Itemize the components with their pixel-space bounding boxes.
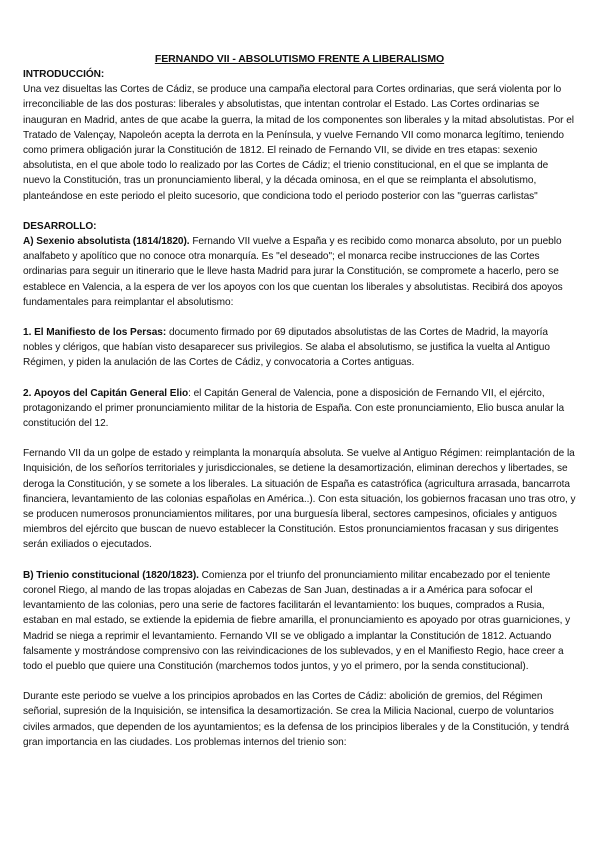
point-2-text: : el Capitán General de Valencia, pone a disposición de Fernando VII, el ejército, protagonizando el primer pronunciamiento militar de la historia de España. Con este pronunciamiento, Elio busca anular la constitución del 12. bbox=[23, 387, 565, 430]
section-a-lead: A) Sexenio absolutista (1814/1820). bbox=[23, 236, 190, 248]
final-paragraph: Durante este periodo se vuelve a los principios aprobados en las Cortes de Cádiz: abolición de gremios, del Régimen señorial, supresión de la Inquisición, se intensifica la desamortización. Se crea la Milicia Nacional, cuerpo de voluntarios civiles armados, que dependen de los ayuntamientos; es la defensa de los principios liberales y de la Constitución, y tendrá gran importancia en las ciudades. Los problemas internos del trienio son: bbox=[23, 691, 569, 748]
point-2-lead: 2. Apoyos del Capitán General Elio bbox=[23, 387, 189, 399]
intro-heading: INTRODUCCIÓN: bbox=[23, 69, 105, 80]
section-b-paragraph bbox=[23, 568, 576, 674]
point-1-text: documento firmado por 69 diputados absolutistas de las Cortes de Madrid, la mayoría nobles y clérigos, que habían visto desaparecer sus privilegios. Se alaba el absolutismo, se justifica la vuelta al Antiguo Régimen, y piden la anulación de las Cortes de Cádiz, y convocatoria a Cortes antiguas. bbox=[23, 327, 550, 369]
coup-paragraph: Fernando VII da un golpe de estado y reimplanta la monarquía absoluta. Se vuelve al Antiguo Régimen: reimplantación de la Inquisición, de los señoríos territoriales y jurisdiccionales, se detiene la desamortización, eliminan derechos y libertades, se deroga la Constitución, y se somete a los liberales. La situación de España es catastrófica (agricultura arrasada, bancarrota financiera, levantamiento de las colonias españolas en América..). Con esta situación, los gobiernos fracasan uno tras otro, y se producen numerosos pronunciamientos militares, por una burguesía liberal, sectores campesinos, oficiales y antiguos miembros del ejército que buscan de nuevo establecer la Constitución. Estos pronunciamientos fracasan y sus dirigentes serán exiliados o ejecutados. bbox=[23, 448, 576, 551]
section-a-text: Fernando VII vuelve a España y es recibido como monarca absoluto, por un pueblo analfabeto y apolítico que no conoce otra monarquía. Es "el deseado"; el monarca recibe instrucciones de las Cortes ordinarias para seguir un itinerario que le lleve hasta Madrid para jurar la Constitución, se compromete a hacerlo, pero se establece en Valencia, a la espera de ver los apoyos con los que cuentan los liberales y absolutistas. Recibirá dos apoyos fundamentales para reimplantar el absolutismo: bbox=[23, 236, 563, 308]
point-1-paragraph bbox=[23, 325, 576, 371]
point-1-lead: 1. El Manifiesto de los Persas: bbox=[23, 327, 167, 339]
section-b-lead: B) Trienio constitucional (1820/1823). bbox=[23, 569, 199, 581]
document-title: FERNANDO VII - ABSOLUTISMO FRENTE A LIBERALISMO bbox=[154, 53, 445, 65]
section-a-paragraph bbox=[23, 234, 576, 310]
point-2-paragraph bbox=[23, 386, 576, 432]
document-page bbox=[23, 52, 576, 750]
intro-paragraph: Una vez disueltas las Cortes de Cádiz, se produce una campaña electoral para Cortes ordinarias, que será violenta por lo irreconciliable de las dos posturas: liberales y absolutistas, que intentan controlar el Estado. Las Cortes ordinarias se inauguran en Madrid, antes de que acabe la guerra, la mitad de los componentes son liberales y la mitad absolutistas. Por el Tratado de Valençay, Napoleón acepta la derrota en la Península, y vuelve Fernando VII como monarca legítimo, teniendo como primera obligación jurar la Constitución de 1812. El reinado de Fernando VII, se divide en tres etapas: sexenio absolutista, en el que abole todo lo realizado por las Cortes de Cádiz; el trienio constitucional, en el que se implanta de nuevo la Constitución, tras un pronunciamiento liberal, y la década ominosa, en el que se reimplanta el absolutismo, planteándose en este periodo el pleito sucesorio, que condiciona todo el periodo posterior con las "guerras carlistas" bbox=[23, 84, 574, 202]
development-heading: DESARROLLO: bbox=[23, 220, 97, 232]
section-b-text: Comienza por el triunfo del pronunciamiento militar encabezado por el teniente coronel Riego, al mando de las tropas alojadas en Cabezas de San Juan, destinadas a ir a América para sofocar el levantamiento de las colonias, pero una serie de factores facilitarán el levantamiento: los buques, comprados a Rusia, estaban en mal estado, se extiende la epidemia de fiebre amarilla, el pronunciamiento es apoyado por otras guarniciones, y Madrid se niega a reprimir el levantamiento. Fernando VII se ve obligado a implantar la Constitución de 1812. Actuando falsamente y mostrándose comprensivo con las reivindicaciones de los sublevados, y en el Manifiesto Regio, hace creer a todo el pueblo que quiere una Constitución (marchemos todos juntos, y yo el primero, por la senda constitucional). bbox=[23, 569, 571, 672]
